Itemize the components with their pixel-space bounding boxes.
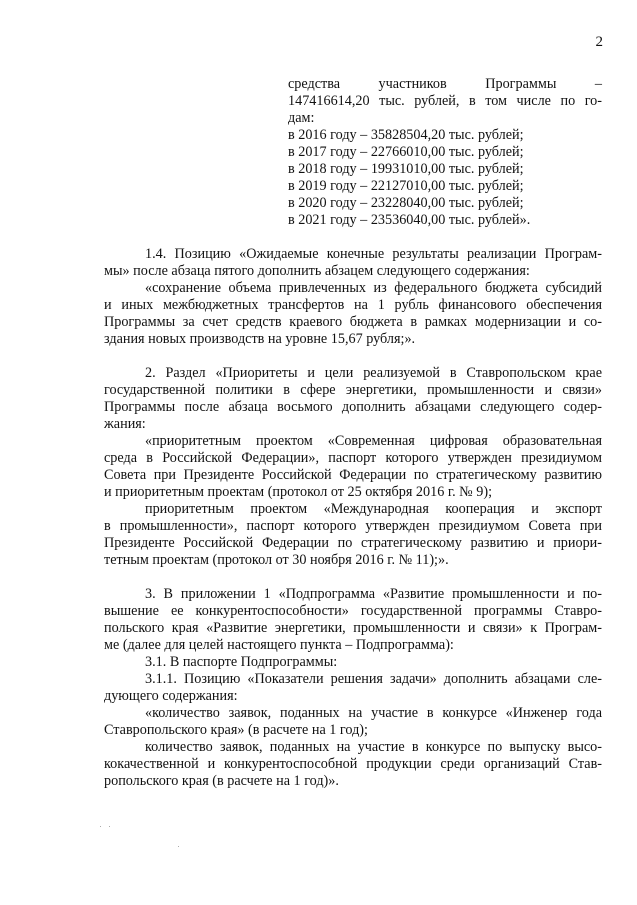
section-3-line: 3. В приложении 1 «Подпрограмма «Развитие промышленности и по-: [145, 586, 602, 602]
section-3-line: дующего содержания:: [104, 688, 238, 704]
section-1-4-line: 1.4. Позицию «Ожидаемые конечные результаты реализации Програм-: [145, 246, 602, 262]
section-1-4-line: здания новых производств на уровне 15,67 рубля;».: [104, 331, 416, 347]
section-2-line: Совета при Президенте Российской Федерации по стратегическому развитию: [104, 467, 602, 483]
scan-mark: [109, 826, 110, 827]
section-2-line: и приоритетным проектам (протокол от 25 октября 2016 г. № 9);: [104, 484, 493, 500]
section-3-line: Ставропольского края» (в расчете на 1 год);: [104, 722, 368, 738]
funding-year-line: в 2019 году – 22127010,00 тыс. рублей;: [288, 178, 524, 194]
page-number: 2: [595, 34, 603, 50]
section-3-line: 3.1.1. Позицию «Показатели решения задачи» дополнить абзацами сле-: [145, 671, 602, 687]
section-1-4-line: «сохранение объема привлеченных из федерального бюджета субсидий: [145, 280, 602, 296]
funding-line: средства участников Программы –: [288, 76, 602, 92]
scan-mark: [100, 826, 101, 827]
section-3-line: кокачественной и конкурентоспособной продукции среди организаций Став-: [104, 756, 602, 772]
section-1-4-line: мы» после абзаца пятого дополнить абзацем следующего содержания:: [104, 263, 530, 279]
section-2-line: Президенте Российской Федерации по стратегическому развитию и приори-: [104, 535, 602, 551]
funding-line: 147416614,20 тыс. рублей, в том числе по го-: [288, 93, 602, 109]
section-2-line: в промышленности», паспорт которого утвержден президиумом Совета при: [104, 518, 602, 534]
section-2-line: приоритетным проектом «Международная кооперация и экспорт: [145, 501, 602, 517]
section-2-line: среда в Российской Федерации», паспорт которого утвержден президиумом: [104, 450, 602, 466]
section-3-line: ропольского края (в расчете на 1 год)».: [104, 773, 339, 789]
section-2-line: государственной политики в сфере энергетики, промышленности и связи»: [104, 382, 602, 398]
section-3-line: ме (далее для целей настоящего пункта – Подпрограмма):: [104, 637, 454, 653]
section-3-line: «количество заявок, поданных на участие в конкурсе «Инженер года: [145, 705, 602, 721]
section-3-line: количество заявок, поданных на участие в конкурсе по выпуску высо-: [145, 739, 602, 755]
funding-line: дам:: [288, 110, 315, 126]
funding-year-line: в 2016 году – 35828504,20 тыс. рублей;: [288, 127, 524, 143]
funding-year-line: в 2021 году – 23536040,00 тыс. рублей».: [288, 212, 531, 228]
funding-year-line: в 2017 году – 22766010,00 тыс. рублей;: [288, 144, 524, 160]
section-2-line: 2. Раздел «Приоритеты и цели реализуемой в Ставропольском крае: [145, 365, 602, 381]
scan-mark: [178, 846, 179, 847]
section-2-line: тетным проектам (протокол от 30 ноября 2016 г. № 11);».: [104, 552, 449, 568]
section-1-4-line: и иных межбюджетных трансфертов на 1 рубль финансового обеспечения: [104, 297, 602, 313]
section-3-line: польского края «Развитие энергетики, промышленности и связи» к Програм-: [104, 620, 602, 636]
section-3-1-heading: 3.1. В паспорте Подпрограммы:: [145, 654, 338, 670]
section-1-4-line: Программы за счет средств краевого бюджета в рамках модернизации и со-: [104, 314, 602, 330]
section-2-line: «приоритетным проектом «Современная цифровая образовательная: [145, 433, 602, 449]
funding-year-line: в 2018 году – 19931010,00 тыс. рублей;: [288, 161, 524, 177]
section-2-line: жания:: [104, 416, 146, 432]
section-3-line: вышение ее конкурентоспособности» государственной программы Ставро-: [104, 603, 602, 619]
section-2-line: Программы после абзаца восьмого дополнить абзацами следующего содер-: [104, 399, 602, 415]
funding-year-line: в 2020 году – 23228040,00 тыс. рублей;: [288, 195, 524, 211]
